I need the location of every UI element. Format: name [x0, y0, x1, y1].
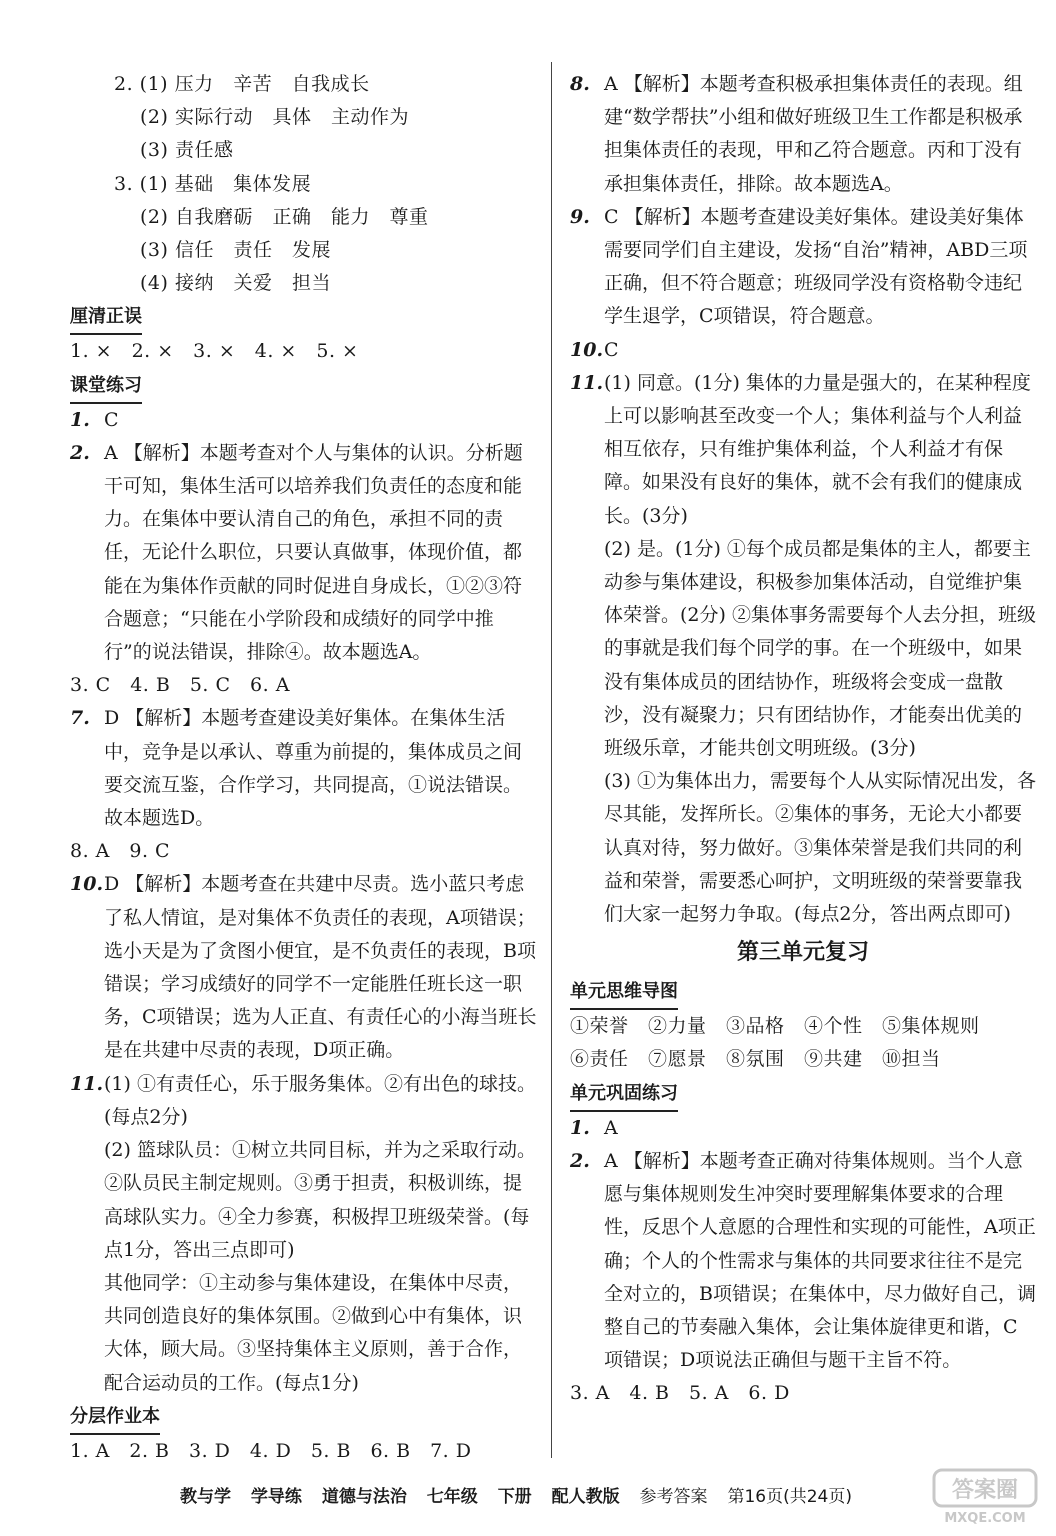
question-item: 2. A 【解析】本题考查对个人与集体的认识。分析题干可知，集体生活可以培养我们负责任的态度和能力。在集体中要认清自己的角色，承担不同的责任，无论什么职位，只要认真做事，体现价值，都能在为集体作贡献的同时促进自身成长，①②③符合题意；“只能在小学阶段和成绩好的同学中推行”的说法错误，排除④。故本题选A。: [70, 441, 523, 664]
answer-line: (4) 接纳 关爱 担当: [140, 272, 331, 295]
answer-line: 3. (1) 基础 集体发展: [114, 172, 312, 195]
answer-line: 1. A 2. B 3. D 4. D 5. B 6. B 7. D: [70, 1439, 472, 1462]
question-item: (3) ①为集体出力，需要每个人从实际情况出发，各尽其能，发挥所长。②集体的事务，无论大小都要认真对待，努力做好。③集体荣誉是我们共同的利益和荣誉，需要悉心呵护，文明班级的荣誉要靠我们大家一起努力争取。(每点2分，答出两点即可): [604, 770, 1036, 926]
question-item: (2) 是。(1分) ①每个成员都是集体的主人，都要主动参与集体建设，积极参加集体活动，自觉维护集体荣誉。(2分) ②集体事务需要每个人去分担，班级的事就是我们每个同学的事。在一个班级中，如果没有集体成员的团结协作，班级将会变成一盘散沙，没有凝聚力；只有团结协作，才能奏出优美的班级乐章，才能共创文明班级。(3分): [604, 537, 1036, 760]
footer-brand: 教与学: [180, 1487, 231, 1507]
answer-line: 3. C 4. B 5. C 6. A: [70, 674, 290, 697]
true-false-answers: 1. × 2. × 3. × 4. × 5. ×: [70, 340, 359, 363]
question-item: (2) 篮球队员：①树立共同目标，并为之采取行动。②队员民主制定规则。③勇于担责，积极训练，提高球队实力。④全力参赛，积极捍卫班级荣誉。(每点1分，答出三点即可): [104, 1139, 536, 1261]
right-column: [570, 68, 1036, 1411]
answer-line: (2) 自我磨砺 正确 能力 尊重: [140, 205, 429, 228]
left-column: [70, 68, 538, 1468]
footer-series: 学导练: [250, 1487, 302, 1507]
page-footer: [180, 1482, 866, 1507]
question-item: 1. A: [570, 1116, 618, 1139]
footer-page: 第16页(共24页): [727, 1487, 852, 1507]
watermark-logo: [930, 1466, 1040, 1528]
question-item: 2. A 【解析】本题考查正确对待集体规则。当个人意愿与集体规则发生冲突时要理解集体要求的合理性，反思个人意愿的合理性和实现的可能性，A项正确；个人的个性需求与集体的共同要求往往不是完全对立的，B项错误；在集体中，尽力做好自己，调整自己的节奏融入集体，会让集体旋律更和谐，C项错误；D项说法正确但与题干主旨不符。: [570, 1149, 1036, 1372]
mindmap-line: ⑥责任 ⑦愿景 ⑧氛围 ⑨共建 ⑩担当: [570, 1048, 941, 1071]
answer-line: (3) 责任感: [140, 139, 234, 162]
unit-title: 第三单元复习: [736, 940, 869, 966]
question-item: 1. C: [70, 408, 119, 431]
answer-line: 8. A 9. C: [70, 840, 171, 863]
question-item: 11. (1) ①有责任心，乐于服务集体。②有出色的球技。(每点2分): [70, 1072, 536, 1128]
footer-edition: 配人教版: [551, 1487, 620, 1507]
footer-term: 下册: [497, 1487, 532, 1507]
section-heading: 厘清正误: [70, 300, 142, 335]
section-heading: 单元巩固练习: [570, 1077, 678, 1112]
footer-label: 参考答案: [639, 1487, 708, 1507]
section-heading: 课堂练习: [70, 369, 142, 404]
svg-text:答案圈: 答案圈: [951, 1478, 1019, 1503]
answer-line: 2. (1) 压力 辛苦 自我成长: [114, 73, 370, 95]
footer-grade: 七年级: [426, 1487, 478, 1507]
svg-text:MXQE.COM: MXQE.COM: [944, 1511, 1026, 1526]
column-divider: [551, 62, 552, 1458]
section-heading: 分层作业本: [70, 1400, 160, 1435]
question-item: 7. D 【解析】本题考查建设美好集体。在集体生活中，竞争是以承认、尊重为前提的，集体成员之间要交流互鉴，合作学习，共同提高，①说法错误。故本题选D。: [70, 707, 523, 830]
answer-line: (2) 实际行动 具体 主动作为: [140, 106, 409, 129]
question-item: 8. A 【解析】本题考查积极承担集体责任的表现。组建“数学帮扶”小组和做好班级卫生工作都是积极承担集体责任的表现，甲和乙符合题意。丙和丁没有承担集体责任，排除。故本题选A。: [570, 73, 1023, 195]
footer-subject: 道德与法治: [321, 1487, 407, 1507]
question-item: 9. C 【解析】本题考查建设美好集体。建设美好集体需要同学们自主建设，发扬“自治”精神，ABD三项正确，但不符合题意；班级同学没有资格勒令违纪学生退学，C项错误，符合题意。: [570, 205, 1028, 328]
question-item: 11. (1) 同意。(1分) 集体的力量是强大的，在某种程度上可以影响甚至改变一个人；集体利益与个人利益相互依存，只有维护集体利益，个人利益才有保障。如果没有良好的集体，就不会有我们的健康成长。(3分): [570, 371, 1031, 527]
question-item: 其他同学：①主动参与集体建设，在集体中尽责，共同创造良好的集体氛围。②做到心中有集体，识大体，顾大局。③坚持集体主义原则，善于合作，配合运动员的工作。(每点1分): [104, 1271, 523, 1394]
question-item: 10. D 【解析】本题考查在共建中尽责。选小蓝只考虑了私人情谊，是对集体不负责任的表现，A项错误；选小天是为了贪图小便宜，是不负责任的表现，B项错误；学习成绩好的同学不一定能胜任班长这一职务，C项错误；选为人正直、有责任心的小海当班长是在共建中尽责的表现，D项正确。: [70, 873, 537, 1062]
mindmap-line: ①荣誉 ②力量 ③品格 ④个性 ⑤集体规则: [570, 1015, 980, 1038]
answer-line: 3. A 4. B 5. A 6. D: [570, 1382, 790, 1405]
answer-line: (3) 信任 责任 发展: [140, 239, 331, 262]
section-heading: 单元思维导图: [570, 975, 678, 1010]
question-item: 10. C: [570, 338, 619, 361]
